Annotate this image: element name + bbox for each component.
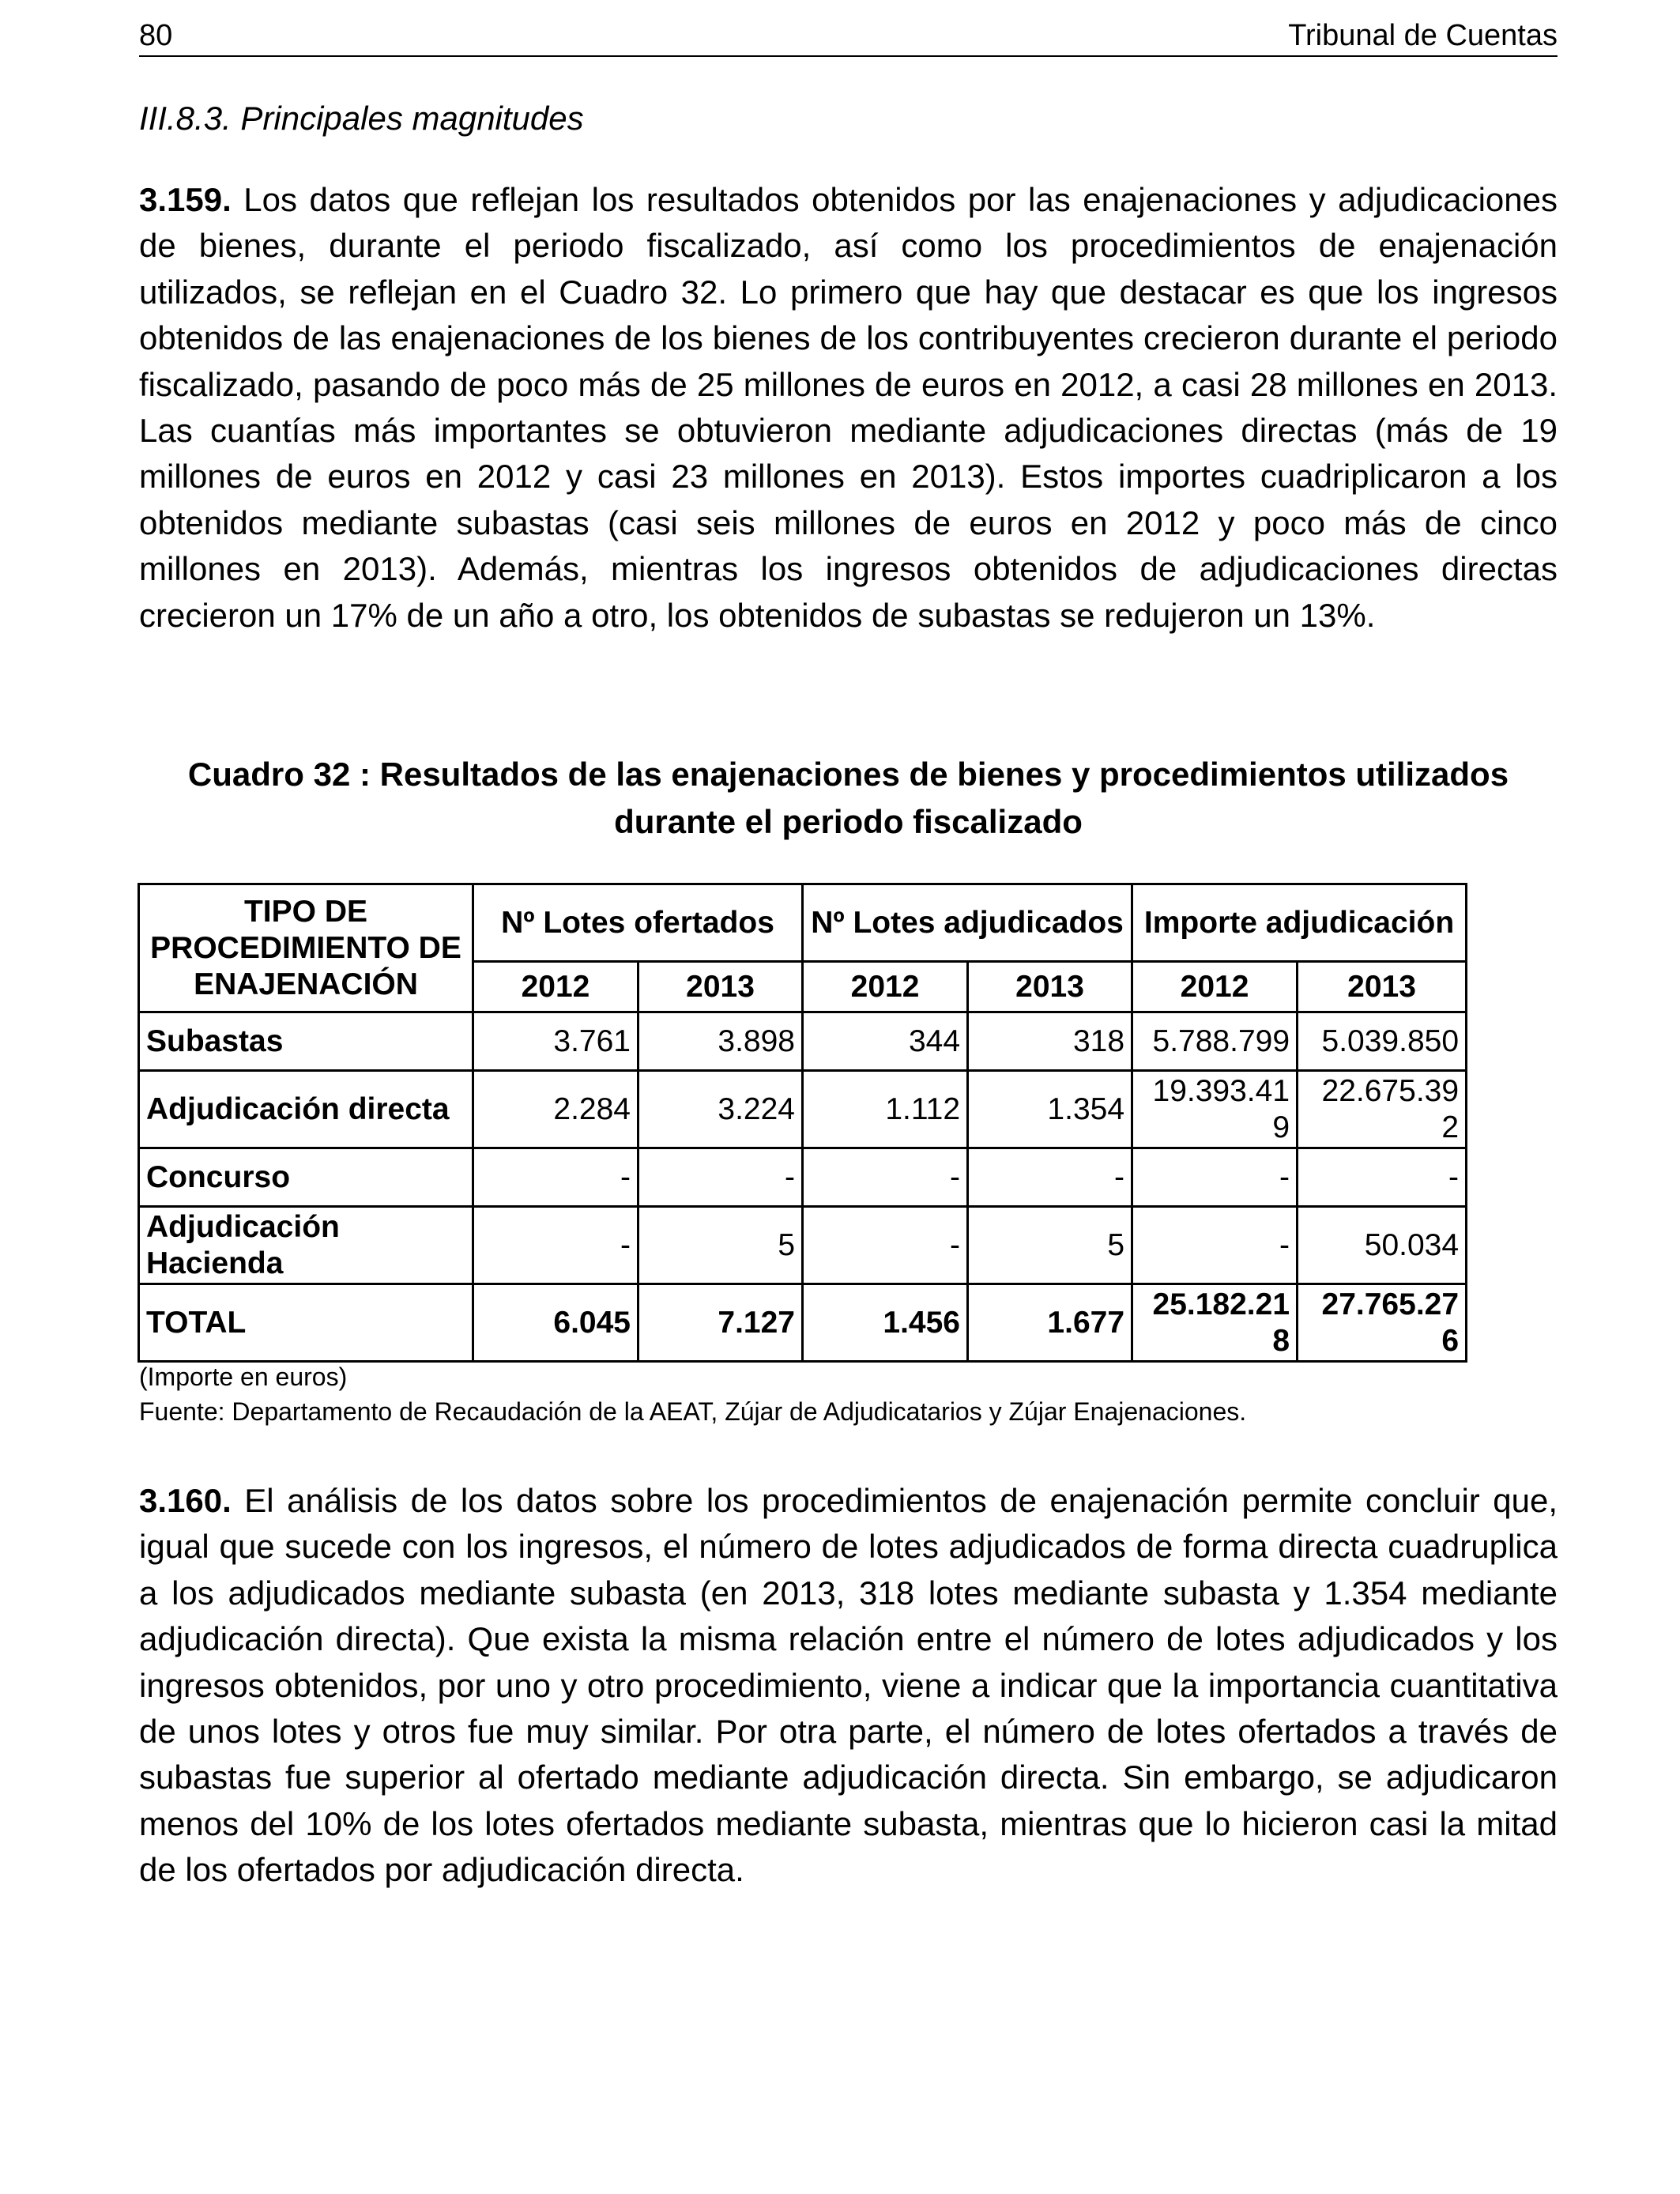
- cell-importe-2012: -: [1132, 1148, 1298, 1207]
- table-caption: [139, 751, 1558, 846]
- caption-line-2: durante el periodo fiscalizado: [614, 803, 1083, 840]
- cell-importe-2013: 5.039.850: [1298, 1012, 1467, 1071]
- table-row-total: [139, 1284, 1467, 1362]
- row-label: Adjudicación directa: [139, 1071, 473, 1148]
- cell-importe-2012: 25.182.218: [1132, 1284, 1298, 1362]
- page-number: 80: [139, 19, 173, 52]
- cell-adjudicados-2013: 318: [968, 1012, 1132, 1071]
- cell-adjudicados-2012: 1.112: [803, 1071, 968, 1148]
- cell-ofertados-2012: 2.284: [473, 1071, 638, 1148]
- paragraph-3-159: [139, 177, 1558, 639]
- header-lotes-adjudicados: Nº Lotes adjudicados: [803, 884, 1132, 962]
- cell-ofertados-2013: 5: [638, 1207, 803, 1284]
- header-procedure-type: TIPO DE PROCEDIMIENTO DE ENAJENACIÓN: [139, 884, 473, 1012]
- running-header: [139, 16, 1558, 57]
- row-label: TOTAL: [139, 1284, 473, 1362]
- table-row: [139, 1012, 1467, 1071]
- paragraph-text: El análisis de los datos sobre los procedimientos de enajenación permite concluir que, igual que sucede con los ingresos, el número de lotes adjudicados de forma directa cuadruplica a los adjudicados mediante subasta (en 2013, 318 lotes mediante subasta y 1.354 mediante adjudicación directa). Que exista la misma relación entre el número de lotes adjudicados y los ingresos obtenidos, por uno y otro procedimiento, viene a indicar que la importancia cuantitativa de unos lotes y otros fue muy similar. Por otra parte, el número de lotes ofertados a través de subastas fue superior al ofertado mediante adjudicación directa. Sin embargo, se adjudicaron menos del 10% de los lotes ofertados mediante subasta, mientras que lo hicieron casi la mitad de los ofertados por adjudicación directa.: [139, 1482, 1558, 1889]
- cell-adjudicados-2013: 5: [968, 1207, 1132, 1284]
- cell-ofertados-2013: 7.127: [638, 1284, 803, 1362]
- cell-ofertados-2013: -: [638, 1148, 803, 1207]
- cell-adjudicados-2012: -: [803, 1148, 968, 1207]
- cell-importe-2013: 50.034: [1298, 1207, 1467, 1284]
- table-row: [139, 1148, 1467, 1207]
- table-source-note: Fuente: Departamento de Recaudación de la AEAT, Zújar de Adjudicatarios y Zújar Enajenaciones.: [139, 1397, 1247, 1426]
- cell-ofertados-2012: 3.761: [473, 1012, 638, 1071]
- header-year: 2013: [1298, 962, 1467, 1012]
- cell-importe-2013: 27.765.276: [1298, 1284, 1467, 1362]
- cell-adjudicados-2013: 1.354: [968, 1071, 1132, 1148]
- row-label: Concurso: [139, 1148, 473, 1207]
- table-units-note: (Importe en euros): [139, 1363, 348, 1391]
- table-row: [139, 1207, 1467, 1284]
- header-title: Tribunal de Cuentas: [1288, 19, 1558, 52]
- cell-importe-2012: -: [1132, 1207, 1298, 1284]
- cell-adjudicados-2012: 344: [803, 1012, 968, 1071]
- cell-importe-2012: 19.393.419: [1132, 1071, 1298, 1148]
- cell-ofertados-2013: 3.898: [638, 1012, 803, 1071]
- row-label: Subastas: [139, 1012, 473, 1071]
- caption-line-1: Cuadro 32 : Resultados de las enajenaciones de bienes y procedimientos utilizados: [187, 756, 1509, 793]
- cell-ofertados-2012: 6.045: [473, 1284, 638, 1362]
- cell-ofertados-2012: -: [473, 1148, 638, 1207]
- header-year: 2012: [803, 962, 968, 1012]
- results-table: [137, 883, 1467, 1363]
- cell-adjudicados-2013: 1.677: [968, 1284, 1132, 1362]
- header-year: 2013: [968, 962, 1132, 1012]
- table-row: [139, 1071, 1467, 1148]
- header-year: 2012: [1132, 962, 1298, 1012]
- cell-importe-2012: 5.788.799: [1132, 1012, 1298, 1071]
- header-year: 2012: [473, 962, 638, 1012]
- section-title: III.8.3. Principales magnitudes: [139, 100, 584, 137]
- cell-adjudicados-2012: -: [803, 1207, 968, 1284]
- cell-importe-2013: 22.675.392: [1298, 1071, 1467, 1148]
- header-lotes-ofertados: Nº Lotes ofertados: [473, 884, 803, 962]
- paragraph-text: Los datos que reflejan los resultados obtenidos por las enajenaciones y adjudicaciones de bienes, durante el periodo fiscalizado, así como los procedimientos de enajenación utilizados, se reflejan en el Cuadro 32. Lo primero que hay que destacar es que los ingresos obtenidos de las enajenaciones de los bienes de los contribuyentes crecieron durante el periodo fiscalizado, pasando de poco más de 25 millones de euros en 2012, a casi 28 millones en 2013. Las cuantías más importantes se obtuvieron mediante adjudicaciones directas (más de 19 millones de euros en 2012 y casi 23 millones en 2013). Estos importes cuadriplicaron a los obtenidos mediante subastas (casi seis millones de euros en 2012 y poco más de cinco millones en 2013). Además, mientras los ingresos obtenidos de adjudicaciones directas crecieron un 17% de un año a otro, los obtenidos de subastas se redujeron un 13%.: [139, 181, 1558, 634]
- cell-ofertados-2012: -: [473, 1207, 638, 1284]
- paragraph-number: 3.159.: [139, 181, 232, 218]
- cell-adjudicados-2012: 1.456: [803, 1284, 968, 1362]
- cell-adjudicados-2013: -: [968, 1148, 1132, 1207]
- header-year: 2013: [638, 962, 803, 1012]
- cell-importe-2013: -: [1298, 1148, 1467, 1207]
- paragraph-3-160: [139, 1478, 1558, 1894]
- row-label: Adjudicación Hacienda: [139, 1207, 473, 1284]
- cell-ofertados-2013: 3.224: [638, 1071, 803, 1148]
- header-importe: Importe adjudicación: [1132, 884, 1467, 962]
- paragraph-number: 3.160.: [139, 1482, 232, 1519]
